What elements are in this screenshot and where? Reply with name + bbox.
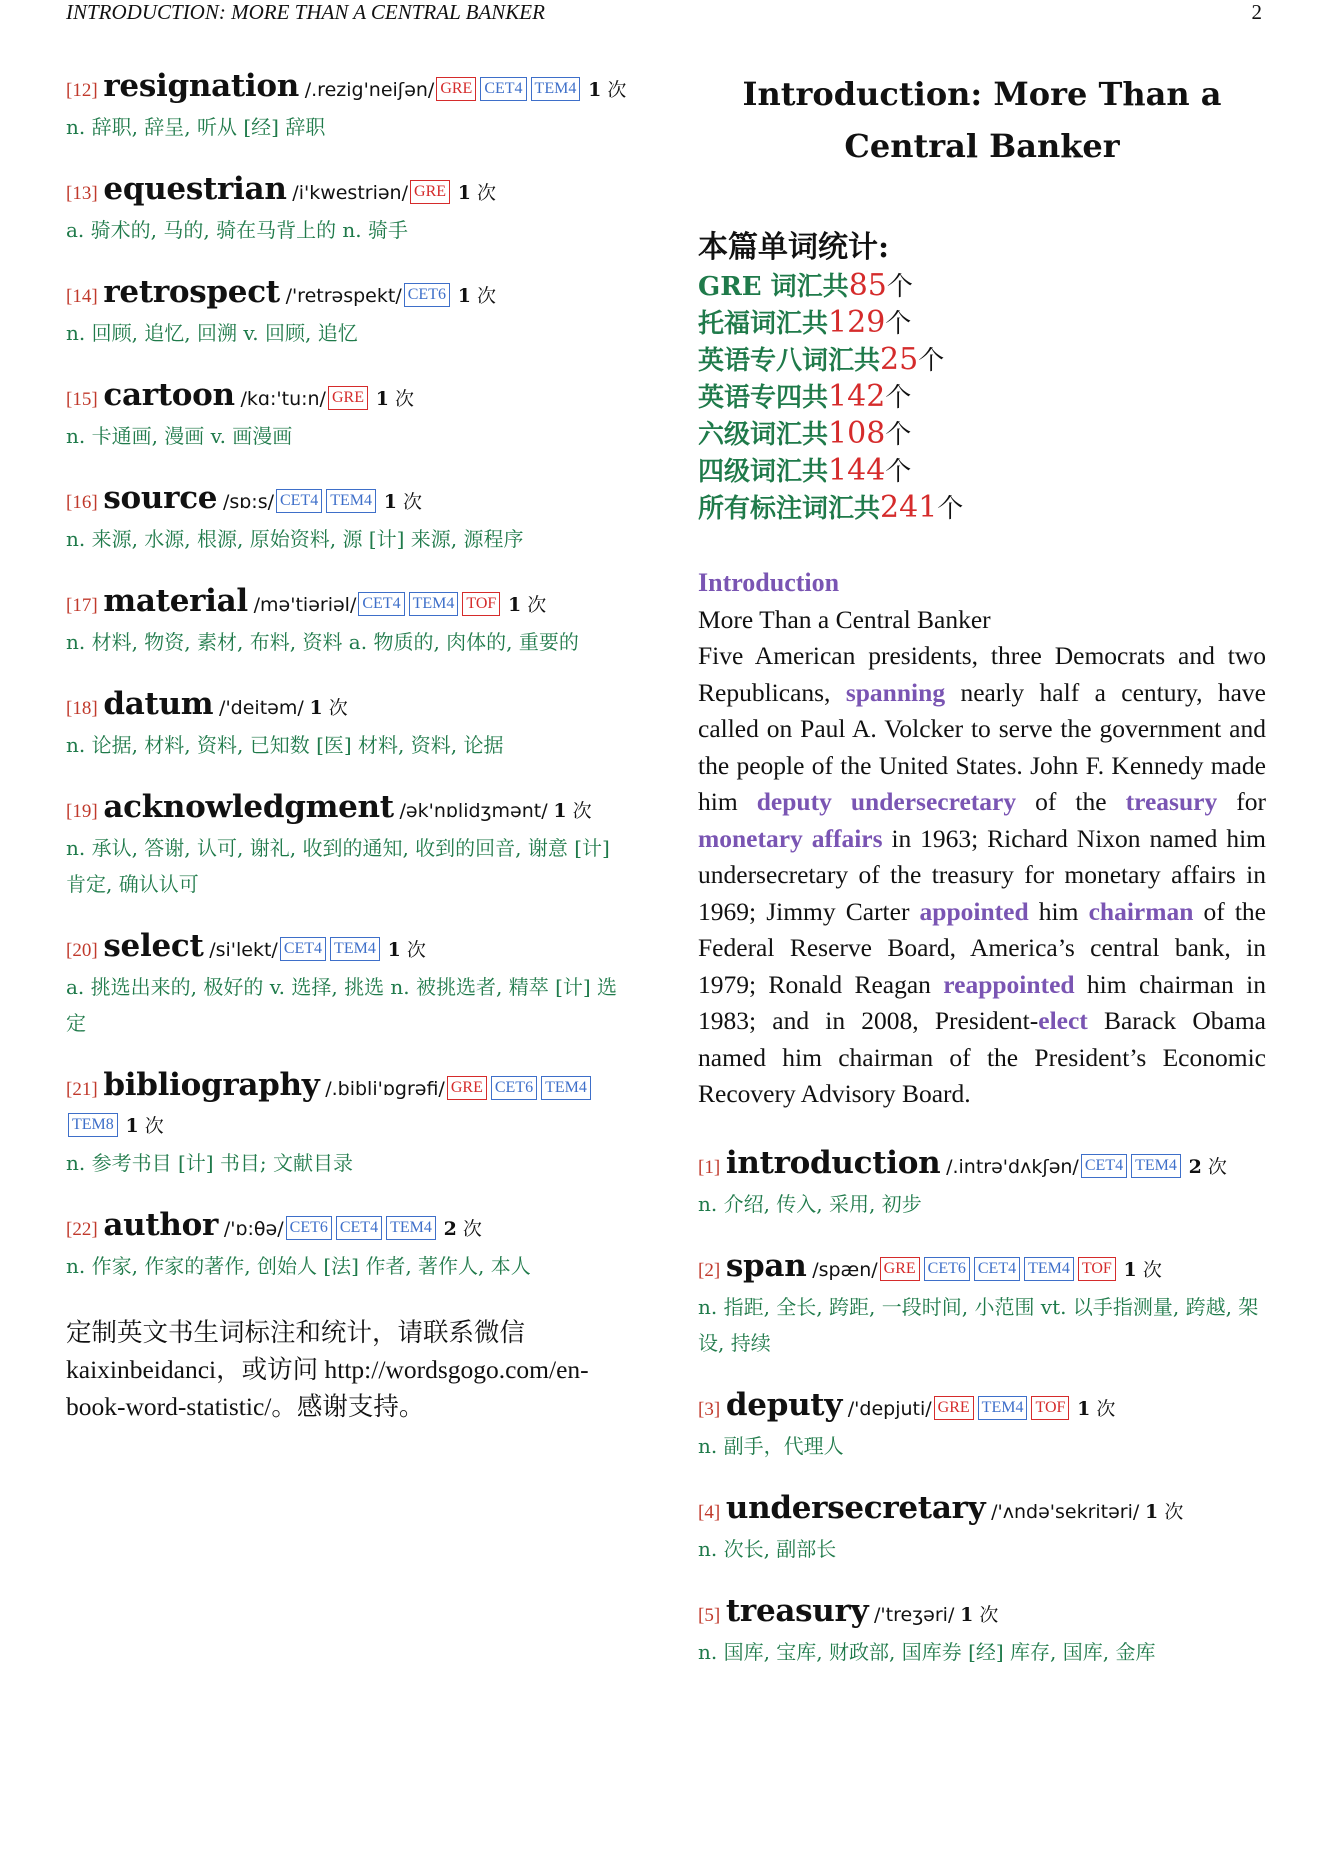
entry-word: acknowledgment — [103, 789, 394, 825]
count-number: 1 — [375, 388, 389, 410]
entry-count — [458, 285, 496, 307]
entry-count — [126, 1115, 164, 1137]
level-tag: CET4 — [480, 77, 526, 101]
entry-definition: n. 承认, 答谢, 认可, 谢礼, 收到的通知, 收到的回音, 谢意 [计] 肯定, 确认认可 — [66, 836, 610, 896]
stat-line — [698, 453, 1266, 490]
vocab-entry — [698, 1387, 1266, 1464]
article-text: of the — [1016, 787, 1126, 816]
level-tag: TEM4 — [326, 489, 376, 513]
entry-phonetic: /.bibli'ɒgrəfi/ — [325, 1078, 445, 1100]
entry-head — [66, 789, 636, 830]
level-tag: CET6 — [491, 1076, 537, 1100]
entry-count — [384, 491, 422, 513]
level-tag: TEM4 — [330, 937, 380, 961]
count-unit: 次 — [1142, 1258, 1162, 1281]
vocab-entry — [66, 171, 636, 248]
highlighted-word: treasury — [1125, 787, 1218, 816]
entry-number: [4] — [698, 1501, 721, 1523]
stats-lines — [698, 268, 1266, 527]
running-title: INTRODUCTION: MORE THAN A CENTRAL BANKER — [66, 0, 545, 24]
stat-unit: 个 — [885, 457, 912, 487]
level-tag: TOF — [1078, 1257, 1116, 1281]
entry-definition: a. 骑术的, 马的, 骑在马背上的 n. 骑手 — [66, 218, 409, 242]
article-text: for — [1217, 787, 1266, 816]
running-header — [66, 0, 1262, 26]
level-tag: TEM4 — [1024, 1257, 1074, 1281]
entry-word: retrospect — [103, 274, 280, 310]
entry-count — [1077, 1398, 1115, 1420]
count-number: 1 — [457, 285, 471, 307]
entry-definition: n. 介绍, 传入, 采用, 初步 — [698, 1191, 922, 1216]
entry-definition: n. 回顾, 追忆, 回溯 v. 回顾, 追忆 — [66, 321, 358, 345]
entry-count — [376, 388, 414, 410]
count-number: 1 — [553, 800, 567, 822]
stat-count: 129 — [828, 305, 886, 340]
entry-count — [388, 939, 426, 961]
level-tag: CET4 — [336, 1216, 382, 1240]
entry-word: introduction — [725, 1144, 941, 1181]
highlighted-word: spanning — [845, 677, 946, 707]
entry-phonetic: /i'kwestriən/ — [292, 182, 409, 204]
level-tag: CET4 — [276, 489, 322, 513]
count-unit: 次 — [527, 594, 547, 616]
entry-number: [14] — [66, 286, 98, 307]
vocab-list-right — [698, 1145, 1266, 1670]
count-number: 1 — [309, 697, 323, 719]
page-number: 2 — [1251, 0, 1262, 24]
level-tag: GRE — [880, 1257, 920, 1281]
entry-phonetic: /'treʒəri/ — [874, 1603, 955, 1626]
count-number: 1 — [1077, 1397, 1091, 1420]
stats-title: 本篇单词统计: — [698, 230, 890, 265]
entry-word: span — [725, 1247, 807, 1284]
entry-word: datum — [103, 686, 214, 722]
entry-number: [2] — [698, 1259, 721, 1281]
stat-count: 241 — [880, 490, 938, 525]
entry-phonetic: /'ʌndə'sekritəri/ — [991, 1500, 1140, 1523]
count-number: 1 — [588, 79, 602, 101]
entry-definition: n. 作家, 作家的著作, 创始人 [法] 作者, 著作人, 本人 — [66, 1254, 531, 1278]
entry-count — [458, 182, 496, 204]
vocab-entry — [698, 1490, 1266, 1567]
level-tag: TEM8 — [68, 1113, 118, 1137]
count-unit: 次 — [394, 388, 414, 410]
entry-phonetic: /sɒ:s/ — [222, 491, 274, 513]
highlighted-word: appointed — [919, 896, 1029, 926]
entry-definition: n. 参考书目 [计] 书目; 文献目录 — [66, 1151, 354, 1175]
entry-phonetic: /.rezig'neiʃən/ — [304, 79, 435, 101]
stat-count: 25 — [880, 342, 919, 377]
level-tag: GRE — [447, 1076, 487, 1100]
entry-head — [698, 1490, 1266, 1531]
count-number: 1 — [1123, 1258, 1137, 1281]
entry-phonetic: /mə'tiəriəl/ — [253, 594, 357, 616]
entry-word: author — [103, 1207, 219, 1243]
vocab-entry — [66, 480, 636, 557]
entry-head — [66, 1067, 636, 1145]
entry-count — [588, 79, 626, 101]
vocab-entry — [66, 1067, 636, 1181]
entry-word: deputy — [725, 1386, 843, 1423]
entry-count — [1189, 1156, 1227, 1178]
entry-phonetic: /si'lekt/ — [209, 939, 278, 961]
entry-number: [5] — [698, 1604, 721, 1626]
count-unit: 次 — [328, 697, 348, 719]
article-text: of the Federal Reserve Board, America’s central bank, in 1979; Ronald Reagan — [698, 896, 1266, 999]
entry-head — [66, 928, 636, 969]
count-number: 1 — [960, 1603, 974, 1626]
level-tag: CET6 — [404, 283, 450, 307]
promo-text: 定制英文书生词标注和统计，请联系微信 kaixinbeidanci，或访问 http://wordsgogo.com/en-book-word-statistic/。感谢支持。 — [66, 1318, 589, 1421]
entry-number: [13] — [66, 183, 98, 204]
entry-definition: n. 材料, 物资, 素材, 布料, 资料 a. 物质的, 肉体的, 重要的 — [66, 630, 579, 654]
vocab-entry — [698, 1145, 1266, 1222]
entry-definition: n. 国库, 宝库, 财政部, 国库券 [经] 库存, 国库, 金库 — [698, 1639, 1156, 1664]
entry-count — [444, 1218, 482, 1240]
level-tag: TEM4 — [531, 77, 581, 101]
count-number: 1 — [457, 182, 471, 204]
level-tag: TOF — [462, 592, 500, 616]
count-number: 1 — [125, 1115, 139, 1137]
stat-line — [698, 342, 1266, 379]
entry-word: resignation — [103, 68, 299, 104]
highlighted-word: monetary affairs — [698, 823, 883, 853]
entry-number: [20] — [66, 940, 98, 961]
stat-line — [698, 490, 1266, 527]
vocab-entry — [698, 1593, 1266, 1670]
article-text: him chairman in 1983; and in 2008, President- — [698, 969, 1266, 1035]
entry-number: [12] — [66, 80, 98, 101]
entry-count — [309, 697, 347, 719]
level-tag: CET4 — [358, 592, 404, 616]
entry-phonetic: /ək'nɒlidʒmənt/ — [399, 800, 548, 822]
level-tag: TEM4 — [386, 1216, 436, 1240]
vocab-entry — [66, 686, 636, 763]
count-number: 2 — [1188, 1155, 1202, 1178]
entry-number: [21] — [66, 1079, 98, 1100]
level-tag: CET6 — [286, 1216, 332, 1240]
count-number: 2 — [443, 1218, 457, 1240]
count-unit: 次 — [144, 1115, 164, 1137]
entry-definition: n. 次长, 副部长 — [698, 1536, 837, 1561]
entry-head — [698, 1248, 1266, 1289]
stat-unit: 个 — [918, 346, 945, 376]
entry-definition: n. 卡通画, 漫画 v. 画漫画 — [66, 424, 293, 448]
stat-unit: 个 — [885, 420, 912, 450]
entry-word: select — [103, 928, 204, 964]
count-unit: 次 — [572, 800, 592, 822]
level-tag: CET4 — [974, 1257, 1020, 1281]
stat-unit: 个 — [885, 383, 912, 413]
level-tag: TEM4 — [1131, 1154, 1181, 1178]
level-tag: CET4 — [280, 937, 326, 961]
level-tag: TEM4 — [541, 1076, 591, 1100]
stat-count: 144 — [828, 453, 886, 488]
level-tag: TOF — [1031, 1396, 1069, 1420]
count-unit: 次 — [1207, 1155, 1227, 1178]
level-tag: GRE — [436, 77, 476, 101]
entry-head — [66, 686, 636, 727]
stat-count: 142 — [828, 379, 886, 414]
vocab-list-left — [66, 68, 636, 1284]
vocab-entry — [66, 928, 636, 1041]
count-number: 1 — [383, 491, 397, 513]
count-unit: 次 — [607, 79, 627, 101]
entry-count — [1145, 1501, 1183, 1523]
article-text: him — [1028, 896, 1089, 926]
article-text: Barack Obama named him chairman of the President’s Economic Recovery Advisory Board. — [698, 1006, 1266, 1108]
count-number: 1 — [387, 939, 401, 961]
stat-label: 英语专八词汇共 — [698, 346, 881, 376]
entry-word: treasury — [725, 1592, 869, 1629]
entry-head — [66, 68, 636, 109]
entry-head — [698, 1593, 1266, 1634]
stat-label: GRE 词汇共 — [698, 272, 849, 302]
entry-head — [66, 1207, 636, 1248]
entry-definition: n. 辞职, 辞呈, 听从 [经] 辞职 — [66, 115, 326, 139]
entry-number: [16] — [66, 492, 98, 513]
count-unit: 次 — [477, 182, 497, 204]
entry-word: source — [103, 480, 218, 516]
count-unit: 次 — [462, 1218, 482, 1240]
stat-label: 托福词汇共 — [698, 309, 829, 339]
entry-number: [3] — [698, 1398, 721, 1420]
count-unit: 次 — [476, 285, 496, 307]
entry-phonetic: /'ɒ:θə/ — [223, 1218, 284, 1240]
stat-unit: 个 — [885, 309, 912, 339]
vocab-entry — [66, 583, 636, 660]
stat-label: 六级词汇共 — [698, 420, 829, 450]
vocab-entry — [66, 789, 636, 902]
count-unit: 次 — [1096, 1397, 1116, 1420]
entry-word: bibliography — [103, 1067, 320, 1103]
entry-word: cartoon — [103, 377, 235, 413]
highlighted-word: reappointed — [943, 969, 1075, 999]
stat-unit: 个 — [886, 272, 913, 302]
entry-number: [17] — [66, 595, 98, 616]
entry-head — [66, 583, 636, 624]
entry-count — [1124, 1259, 1162, 1281]
highlighted-word: deputy undersecretary — [756, 787, 1017, 816]
stat-label: 四级词汇共 — [698, 457, 829, 487]
level-tag: GRE — [328, 386, 368, 410]
count-unit: 次 — [403, 491, 423, 513]
vocab-entry — [698, 1248, 1266, 1361]
vocab-entry — [66, 377, 636, 454]
level-tag: CET6 — [924, 1257, 970, 1281]
entry-head — [66, 171, 636, 212]
article-text: in 1963; Richard Nixon named him undersecretary of the treasury for monetary affairs in 1969; Jimmy Carter — [698, 823, 1266, 926]
article-text: nearly half a century, have called on Paul A. Volcker to serve the government and the people of the United States. John F. Kennedy made him — [698, 677, 1266, 816]
stat-line — [698, 416, 1266, 453]
count-unit: 次 — [1164, 1500, 1184, 1523]
right-column — [698, 68, 1266, 1696]
entry-word: material — [103, 583, 248, 619]
level-tag: CET4 — [1081, 1154, 1127, 1178]
highlighted-word: elect — [1038, 1006, 1088, 1035]
count-number: 1 — [508, 594, 522, 616]
vocab-entry — [66, 1207, 636, 1284]
entry-word: equestrian — [103, 171, 287, 207]
entry-number: [22] — [66, 1219, 98, 1240]
entry-count — [508, 594, 546, 616]
left-column — [66, 68, 636, 1425]
entry-definition: n. 副手，代理人 — [698, 1433, 844, 1458]
entry-phonetic: /'deitəm/ — [219, 697, 304, 719]
vocab-entry — [66, 274, 636, 351]
article-heading: Introduction — [698, 568, 840, 597]
entry-definition: n. 来源, 水源, 根源, 原始资料, 源 [计] 来源, 源程序 — [66, 527, 524, 551]
level-tag: GRE — [410, 180, 450, 204]
entry-number: [15] — [66, 389, 98, 410]
stat-label: 所有标注词汇共 — [698, 494, 881, 524]
article-text: Five American presidents, three Democrats and two Republicans, — [698, 641, 1266, 707]
stat-count: 108 — [828, 416, 886, 451]
entry-phonetic: /spæn/ — [812, 1258, 878, 1281]
entry-head — [698, 1145, 1266, 1186]
level-tag: TEM4 — [978, 1396, 1028, 1420]
count-number: 1 — [1145, 1500, 1159, 1523]
entry-number: [1] — [698, 1156, 721, 1178]
article-body — [698, 638, 1266, 1113]
stat-unit: 个 — [937, 494, 964, 524]
entry-head — [66, 274, 636, 315]
entry-phonetic: /'depjuti/ — [847, 1397, 932, 1420]
entry-number: [19] — [66, 801, 98, 822]
entry-head — [698, 1387, 1266, 1428]
entry-phonetic: /'retrəspekt/ — [285, 285, 402, 307]
stat-count: 85 — [848, 268, 887, 303]
entry-head — [66, 377, 636, 418]
level-tag: GRE — [934, 1396, 974, 1420]
level-tag: TEM4 — [409, 592, 459, 616]
entry-definition: n. 指距, 全长, 跨距, 一段时间, 小范围 vt. 以手指测量, 跨越, 架设, 持续 — [698, 1294, 1259, 1355]
stat-line — [698, 379, 1266, 416]
entry-head — [66, 480, 636, 521]
entry-count — [960, 1604, 998, 1626]
count-unit: 次 — [979, 1603, 999, 1626]
entry-phonetic: /kɑ:'tu:n/ — [240, 388, 326, 410]
article-subheading: More Than a Central Banker — [698, 604, 991, 634]
entry-phonetic: /.intrə'dʌkʃən/ — [946, 1155, 1079, 1178]
article — [698, 565, 1266, 1113]
entry-definition: a. 挑选出来的, 极好的 v. 选择, 挑选 n. 被挑选者, 精萃 [计] 选定 — [66, 975, 618, 1035]
count-unit: 次 — [406, 939, 426, 961]
highlighted-word: chairman — [1088, 896, 1194, 926]
entry-number: [18] — [66, 698, 98, 719]
entry-word: undersecretary — [725, 1489, 986, 1526]
word-stats — [698, 228, 1266, 527]
entry-count — [553, 800, 591, 822]
vocab-entry — [66, 68, 636, 145]
stat-line — [698, 268, 1266, 305]
stat-label: 英语专四共 — [698, 383, 829, 413]
book-title: Introduction: More Than a Central Banker — [742, 75, 1222, 165]
stat-line — [698, 305, 1266, 342]
entry-definition: n. 论据, 材料, 资料, 已知数 [医] 材料, 资料, 论据 — [66, 733, 504, 757]
